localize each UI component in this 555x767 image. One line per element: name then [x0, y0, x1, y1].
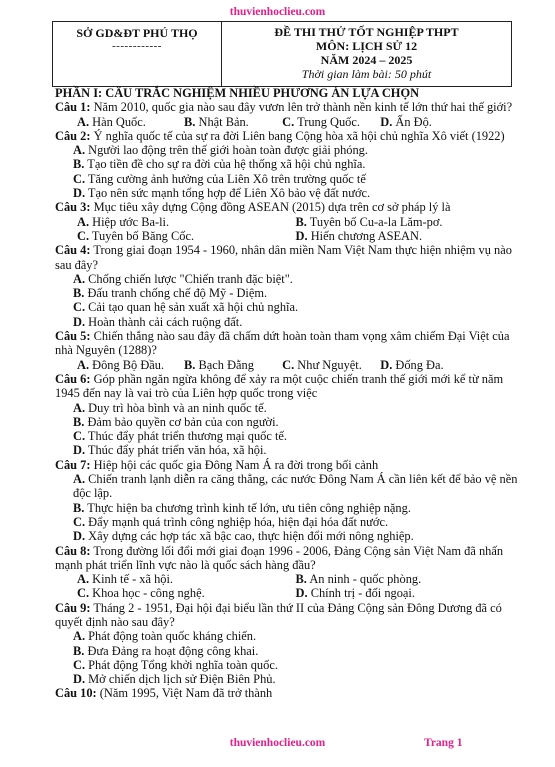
option — [184, 115, 282, 129]
option — [296, 215, 515, 229]
option-text: Đấu tranh chống chế độ Mỹ - Diệm. — [87, 286, 268, 301]
exam-time: Thời gian làm bài: 50 phút — [301, 67, 432, 81]
option-text: Kinh tế - xã hội. — [92, 572, 174, 587]
question-number: Câu 4: — [55, 243, 91, 258]
option-letter: A. — [77, 357, 90, 372]
options-row — [55, 229, 523, 243]
option-text: Tạo nên sức mạnh tổng hợp để Liên Xô bảo vệ đất nước. — [87, 186, 371, 201]
option — [55, 315, 523, 329]
option-text: Tăng cường ảnh hưởng của Liên Xô trên trường quốc tế — [87, 171, 366, 186]
exam-subject: MÔN: LỊCH SỬ 12 — [315, 39, 418, 53]
option-text: Tuyên bố Băng Cốc. — [91, 228, 195, 243]
option-letter: A. — [73, 143, 86, 158]
option-text: Nhật Bản. — [198, 114, 249, 129]
option-letter: D. — [73, 186, 86, 201]
option — [77, 572, 296, 586]
option — [55, 157, 523, 171]
option-letter: A. — [73, 472, 86, 487]
question-text: Năm 2010, quốc gia nào sau đây vươn lên trở thành nền kinh tế lớn thứ hai thế giới? — [93, 100, 513, 115]
option — [77, 358, 184, 372]
option-text: Xây dựng các hợp tác xã bậc cao, thực hiện đổi mới nông nghiệp. — [88, 529, 414, 544]
question-number: Câu 9: — [55, 600, 91, 615]
option — [55, 143, 523, 157]
option-letter: A. — [73, 271, 86, 286]
options-row — [55, 215, 523, 229]
option-letter: C. — [77, 586, 90, 601]
option — [55, 515, 523, 529]
option — [77, 586, 296, 600]
option-text: Tuyên bố Cu-a-la Lăm-pơ. — [309, 214, 443, 229]
option — [77, 229, 296, 243]
option-text: Đảm bảo quyền cơ bản của con người. — [87, 414, 279, 429]
option-letter: C. — [282, 357, 295, 372]
question — [55, 100, 523, 114]
question-number: Câu 2: — [55, 128, 91, 143]
option — [184, 358, 282, 372]
option-letter: A. — [77, 214, 90, 229]
option-letter: A. — [73, 400, 86, 415]
option-text: Hàn Quốc. — [92, 114, 146, 129]
department-name: SỞ GD&ĐT PHÚ THỌ — [76, 26, 198, 40]
option-letter: B. — [73, 414, 85, 429]
option — [55, 429, 523, 443]
option-text: Như Nguyệt. — [297, 357, 362, 372]
option-text: Chiến tranh lạnh diễn ra căng thẳng, các nước Đông Nam Á cần liên kết để bảo vệ nền độc lập. — [73, 472, 518, 501]
option — [55, 300, 523, 314]
option — [55, 529, 523, 543]
question-text: Tháng 2 - 1951, Đại hội đại biểu lần thứ II của Đảng Cộng sản Đông Dương đã có quyết định nào sau đây? — [55, 600, 502, 629]
exam-year: NĂM 2024 – 2025 — [320, 53, 413, 67]
option — [55, 472, 523, 501]
option — [55, 286, 523, 300]
option-text: Đưa Đảng ra hoạt động công khai. — [87, 643, 259, 658]
question-number: Câu 1: — [55, 100, 91, 115]
question-number: Câu 7: — [55, 457, 91, 472]
question-text: Chiến thắng nào sau đây đã chấm dứt hoàn toàn tham vọng xâm chiếm Đại Việt của nhà Nguyên (1288)? — [55, 329, 510, 358]
page-number: Trang 1 — [424, 737, 463, 749]
option-text: Thúc đẩy phát triển văn hóa, xã hội. — [87, 443, 267, 458]
option-letter: C. — [73, 171, 86, 186]
option-letter: A. — [77, 114, 90, 129]
option-text: Thực hiện ba chương trình kinh tế lớn, ưu tiên công nghiệp nặng. — [87, 500, 411, 515]
question — [55, 458, 523, 472]
option — [55, 629, 523, 643]
option — [380, 358, 478, 372]
header-left — [53, 22, 222, 86]
option-letter: A. — [73, 629, 86, 644]
option — [296, 572, 515, 586]
option — [282, 358, 380, 372]
option-letter: D. — [295, 228, 308, 243]
options-row — [55, 572, 523, 586]
exam-content — [55, 86, 523, 701]
option-letter: B. — [295, 572, 307, 587]
option-text: Đẩy mạnh quá trình công nghiệp hóa, hiện đại hóa đất nước. — [88, 514, 389, 529]
option-letter: D. — [295, 586, 308, 601]
option-letter: D. — [73, 672, 86, 687]
question — [55, 129, 523, 143]
option-text: Hiến chương ASEAN. — [310, 228, 423, 243]
option-letter: B. — [184, 357, 196, 372]
question-text: Hiệp hội các quốc gia Đông Nam Á ra đời trong bối cảnh — [93, 457, 379, 472]
option-letter: D. — [73, 443, 86, 458]
question-number: Câu 10: — [55, 686, 97, 701]
option-text: Phát động toàn quốc kháng chiến. — [88, 629, 257, 644]
option — [55, 443, 523, 457]
option — [55, 658, 523, 672]
question — [55, 601, 523, 630]
question-text: Trong đường lối đổi mới giai đoạn 1996 - 2006, Đảng Cộng sản Việt Nam đã nhấn mạnh phát triển lĩnh vực nào là quốc sách hàng đầu? — [55, 543, 504, 572]
question — [55, 243, 523, 272]
options-row — [55, 586, 523, 600]
option — [380, 115, 478, 129]
option-text: Đống Đa. — [395, 357, 444, 372]
header-right — [222, 22, 511, 86]
option-text: Cải tạo quan hệ sản xuất xã hội chủ nghĩa. — [88, 300, 299, 315]
section-title: PHẦN I: CÂU TRẮC NGHIỆM NHIỀU PHƯƠNG ÁN LỰA CHỌN — [55, 86, 420, 100]
exam-header — [52, 21, 512, 87]
option — [55, 172, 523, 186]
question-text: Góp phần ngăn ngừa không để xảy ra một cuộc chiến tranh thế giới mới kể từ năm 1945 đến nay là vai trò của Liên hợp quốc trong việc — [55, 371, 504, 401]
option — [55, 401, 523, 415]
option-letter: C. — [282, 114, 295, 129]
option-letter: D. — [380, 357, 393, 372]
header-divider: ------------ — [112, 40, 162, 52]
question-text: (Năm 1995, Việt Nam đã trở thành — [99, 686, 273, 701]
option-text: Bạch Đằng — [198, 357, 254, 372]
option-letter: B. — [295, 214, 307, 229]
question-number: Câu 6: — [55, 371, 91, 386]
option-text: Hoàn thành cải cách ruộng đất. — [88, 314, 243, 329]
option-text: Chính trị - đối ngoại. — [310, 586, 415, 601]
question — [55, 686, 523, 700]
option-text: Trung Quốc. — [297, 114, 360, 129]
option-letter: C. — [77, 228, 90, 243]
option — [77, 115, 184, 129]
option-letter: B. — [73, 500, 85, 515]
question — [55, 544, 523, 573]
site-watermark-bottom[interactable]: thuvienhoclieu.com — [229, 737, 326, 749]
question — [55, 372, 523, 401]
option-letter: B. — [184, 114, 196, 129]
option — [55, 186, 523, 200]
question — [55, 329, 523, 358]
option-text: Chống chiến lược "Chiến tranh đặc biệt". — [88, 271, 293, 286]
question-text: Mục tiêu xây dựng Cộng đồng ASEAN (2015) dựa trên cơ sở pháp lý là — [93, 200, 451, 215]
options-row — [55, 358, 523, 372]
option-letter: C. — [73, 514, 86, 529]
option-letter: C. — [73, 429, 86, 444]
site-watermark-top[interactable]: thuvienhoclieu.com — [229, 6, 326, 18]
question-number: Câu 3: — [55, 200, 91, 215]
question-text: Ý nghĩa quốc tế của sự ra đời Liên bang Cộng hòa xã hội chủ nghĩa Xô viết (1922) — [93, 128, 505, 143]
option-text: Tạo tiền đề cho sự ra đời của hệ thống xã hội chủ nghĩa. — [87, 157, 366, 172]
option — [55, 272, 523, 286]
option-letter: A. — [77, 572, 90, 587]
option-letter: D. — [380, 114, 393, 129]
question-text: Trong giai đoạn 1954 - 1960, nhân dân miền Nam Việt Nam thực hiện nhiệm vụ nào sau đây? — [55, 243, 512, 272]
option-letter: D. — [73, 314, 86, 329]
option-letter: B. — [73, 643, 85, 658]
options-row — [55, 115, 523, 129]
option-text: Phát động Tổng khởi nghĩa toàn quốc. — [88, 657, 278, 672]
option — [296, 229, 515, 243]
option-letter: B. — [73, 286, 85, 301]
option-text: Đông Bộ Đầu. — [92, 357, 165, 372]
option — [77, 215, 296, 229]
option-text: Khoa học - công nghệ. — [92, 586, 205, 601]
exam-title: ĐỀ THI THỬ TỐT NGHIỆP THPT — [274, 25, 459, 39]
option-letter: B. — [73, 157, 85, 172]
option — [296, 586, 515, 600]
option-text: An ninh - quốc phòng. — [309, 572, 422, 587]
option — [55, 415, 523, 429]
option — [55, 501, 523, 515]
option-text: Ấn Độ. — [395, 114, 432, 129]
question-number: Câu 8: — [55, 543, 91, 558]
option-letter: C. — [73, 300, 86, 315]
option — [55, 672, 523, 686]
option-letter: C. — [73, 657, 86, 672]
option-text: Thúc đẩy phát triển thương mại quốc tế. — [87, 429, 287, 444]
option — [282, 115, 380, 129]
option-text: Người lao động trên thế giới hoàn toàn được giải phóng. — [88, 143, 368, 158]
question — [55, 200, 523, 214]
option-letter: D. — [73, 529, 86, 544]
option — [55, 644, 523, 658]
question-number: Câu 5: — [55, 329, 91, 344]
option-text: Mở chiến dịch lịch sử Điện Biên Phủ. — [88, 672, 276, 687]
option-text: Duy trì hòa bình và an ninh quốc tế. — [88, 400, 267, 415]
option-text: Hiệp ước Ba-li. — [92, 214, 170, 229]
